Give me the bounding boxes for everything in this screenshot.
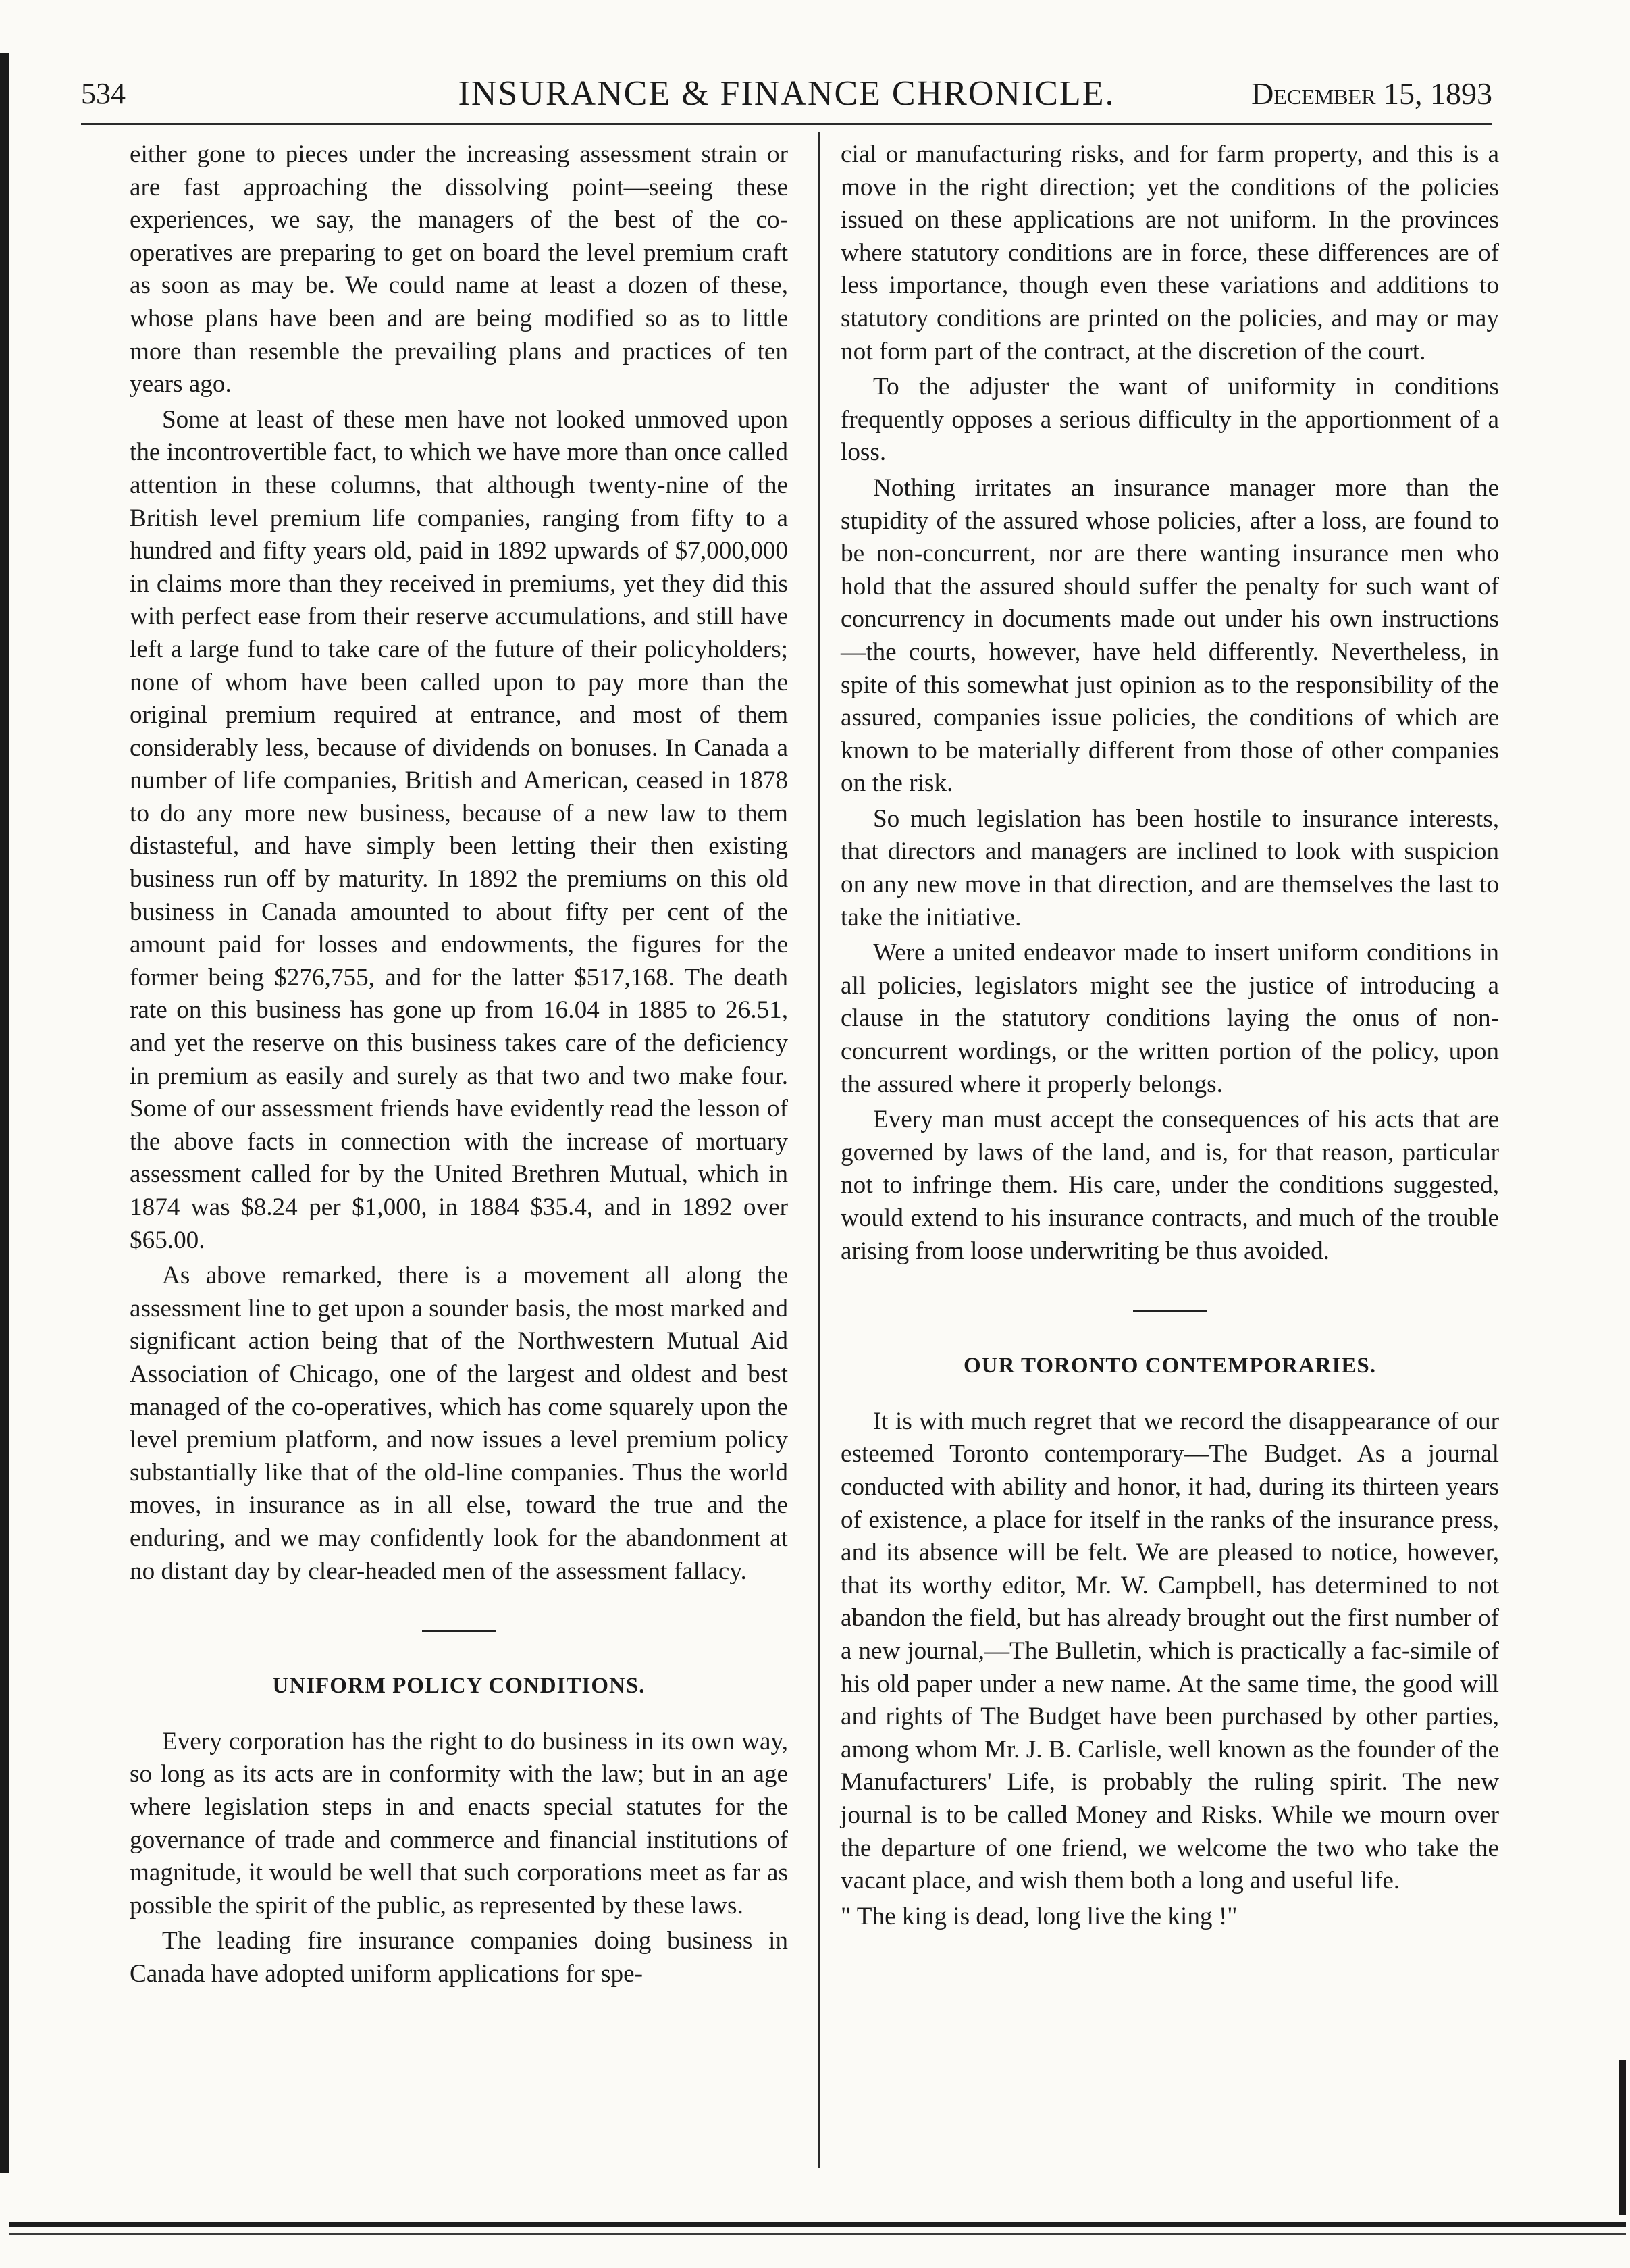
footer-rule	[9, 2222, 1626, 2227]
left-paragraph-4: Every corporation has the right to do business in its own way, so long as its acts are in conformity with the law; but in an age where legislation steps in and enacts special statutes for the governance of trade and commerce and financial institutions of magnitude, it would be well that such corporations meet as far as possible the spirit of the public, as represented by these laws.	[130, 1727, 788, 1919]
left-paragraph-3: As above remarked, there is a movement all along the assessment line to get upon a sounder basis, the most marked and significant action being that of the Northwestern Mutual Aid Association of Chicago, one of the largest and oldest and best managed of the co-operatives, which has come squarely upon the level premium platform, and now issues a level premium policy substantially like that of the old-line companies. Thus the world moves, in insurance as in all else, toward the true and the enduring, and we may confidently look for the abandonment at no distant day by clear-headed men of the assessment fallacy.	[130, 1262, 788, 1585]
right-column	[841, 138, 1499, 1936]
scan-edge-left	[0, 53, 9, 2173]
scan-edge-right	[1619, 2060, 1626, 2215]
right-paragraph-1: cial or manufacturing risks, and for farm property, and this is a move in the right direction; yet the conditions of the policies issued on these applications are not uniform. In the provinces where statutory conditions are in force, these differences are of less importance, though even these variations and additions to statutory conditions are printed on the policies, and may or may not form part of the contract, at the discretion of the court.	[841, 140, 1499, 365]
page-number: 534	[81, 77, 126, 110]
section-heading-toronto-contemporaries: OUR TORONTO CONTEMPORARIES.	[963, 1354, 1376, 1378]
left-column	[130, 138, 788, 1993]
header-rule	[81, 123, 1492, 125]
right-paragraph-4: So much legislation has been hostile to insurance interests, that directors and managers are inclined to look with suspicion on any new move in that direction, and are themselves the last to take the initiative.	[841, 804, 1499, 931]
right-paragraph-5: Were a united endeavor made to insert uniform conditions in all policies, legislators might see the justice of introducing a clause in the statutory conditions laying the onus of non-concurrent wordings, or the written portion of the policy, upon the assured where it properly belongs.	[841, 939, 1499, 1098]
closing-quote: " The king is dead, long live the king !"	[841, 1902, 1238, 1930]
section-heading-uniform-policy: UNIFORM POLICY CONDITIONS.	[272, 1674, 646, 1699]
footer-rule-thin	[9, 2233, 1626, 2235]
running-header	[81, 68, 1492, 120]
right-paragraph-2: To the adjuster the want of uniformity in conditions frequently opposes a serious difficulty in the apportionment of a loss.	[841, 373, 1499, 467]
section-divider	[1133, 1310, 1207, 1312]
right-paragraph-6: Every man must accept the consequences of his acts that are governed by laws of the land, and is, for that reason, particular not to infringe them. His care, under the conditions suggested, would extend to his insurance contracts, and much of the trouble arising from loose underwriting be thus avoided.	[841, 1106, 1499, 1265]
journal-title: INSURANCE & FINANCE CHRONICLE.	[458, 74, 1115, 113]
section-divider	[422, 1630, 496, 1632]
issue-date: December 15, 1893	[1251, 76, 1492, 111]
column-rule	[818, 132, 820, 2168]
left-paragraph-2: Some at least of these men have not looked unmoved upon the incontrovertible fact, to which we have more than once called attention in these columns, that although twenty-nine of the British level premium life companies, ranging from fifty to a hundred and fifty years old, paid in 1892 upwards of $7,000,000 in claims more than they received in premiums, yet they did this with perfect ease from their reserve accumulations, and still have left a large fund to take care of the future of their policyholders; none of whom have been called upon to pay more than the original premium required at entrance, and most of them considerably less, because of dividends on bonuses. In Canada a number of life companies, British and American, ceased in 1878 to do any more new business, because of a new law to them distasteful, and have simply been letting their then existing business run off by maturity. In 1892 the premiums on this old business in Canada amounted to about fifty per cent of the amount paid for losses and endowments, the figures for the former being $276,755, and for the latter $517,168. The death rate on this business has gone up from 16.04 in 1885 to 26.51, and yet the reserve on this business takes care of the deficiency in premium as easily and surely as that two and two make four. Some of our assessment friends have evidently read the lesson of the above facts in connection with the increase of mortuary assessment called for by the United Brethren Mutual, which in 1874 was $8.24 per $1,000, in 1884 $35.4, and in 1892 over $65.00.	[130, 405, 788, 1254]
left-paragraph-1: either gone to pieces under the increasing assessment strain or are fast approaching the dissolving point—seeing these experiences, we say, the managers of the best of the co-operatives are preparing to get on board the level premium craft as soon as may be. We could name at least a dozen of these, whose plans have been and are being modified so as to little more than resemble the prevailing plans and practices of ten years ago.	[130, 140, 788, 398]
right-paragraph-7: It is with much regret that we record the disappearance of our esteemed Toronto contemporary—The Budget. As a journal conducted with ability and honor, it had, during its thirteen years of existence, a place for itself in the ranks of the insurance press, and its absence will be felt. We are pleased to notice, however, that its worthy editor, Mr. W. Campbell, has determined to not abandon the field, but has already brought out the first number of a new journal,—The Bulletin, which is practically a fac-simile of his old paper under a new name. At the same time, the good will and rights of The Budget have been purchased by other parties, among whom Mr. J. B. Carlisle, well known as the founder of the Manufacturers' Life, is probably the ruling spirit. The new journal is to be called Money and Risks. While we mourn over the departure of one friend, we welcome the two who take the vacant place, and wish them both a long and useful life.	[841, 1407, 1499, 1895]
left-paragraph-5: The leading fire insurance companies doing business in Canada have adopted uniform applications for spe-	[130, 1927, 788, 1988]
right-paragraph-3: Nothing irritates an insurance manager more than the stupidity of the assured whose policies, after a loss, are found to be non-concurrent, nor are there wanting insurance men who hold that the assured should suffer the penalty for such want of concurrency in documents made out under his own instructions—the courts, however, have held differently. Nevertheless, in spite of this somewhat just opinion as to the responsibility of the assured, companies issue policies, the conditions of which are known to be materially different from those of other companies on the risk.	[841, 473, 1499, 798]
